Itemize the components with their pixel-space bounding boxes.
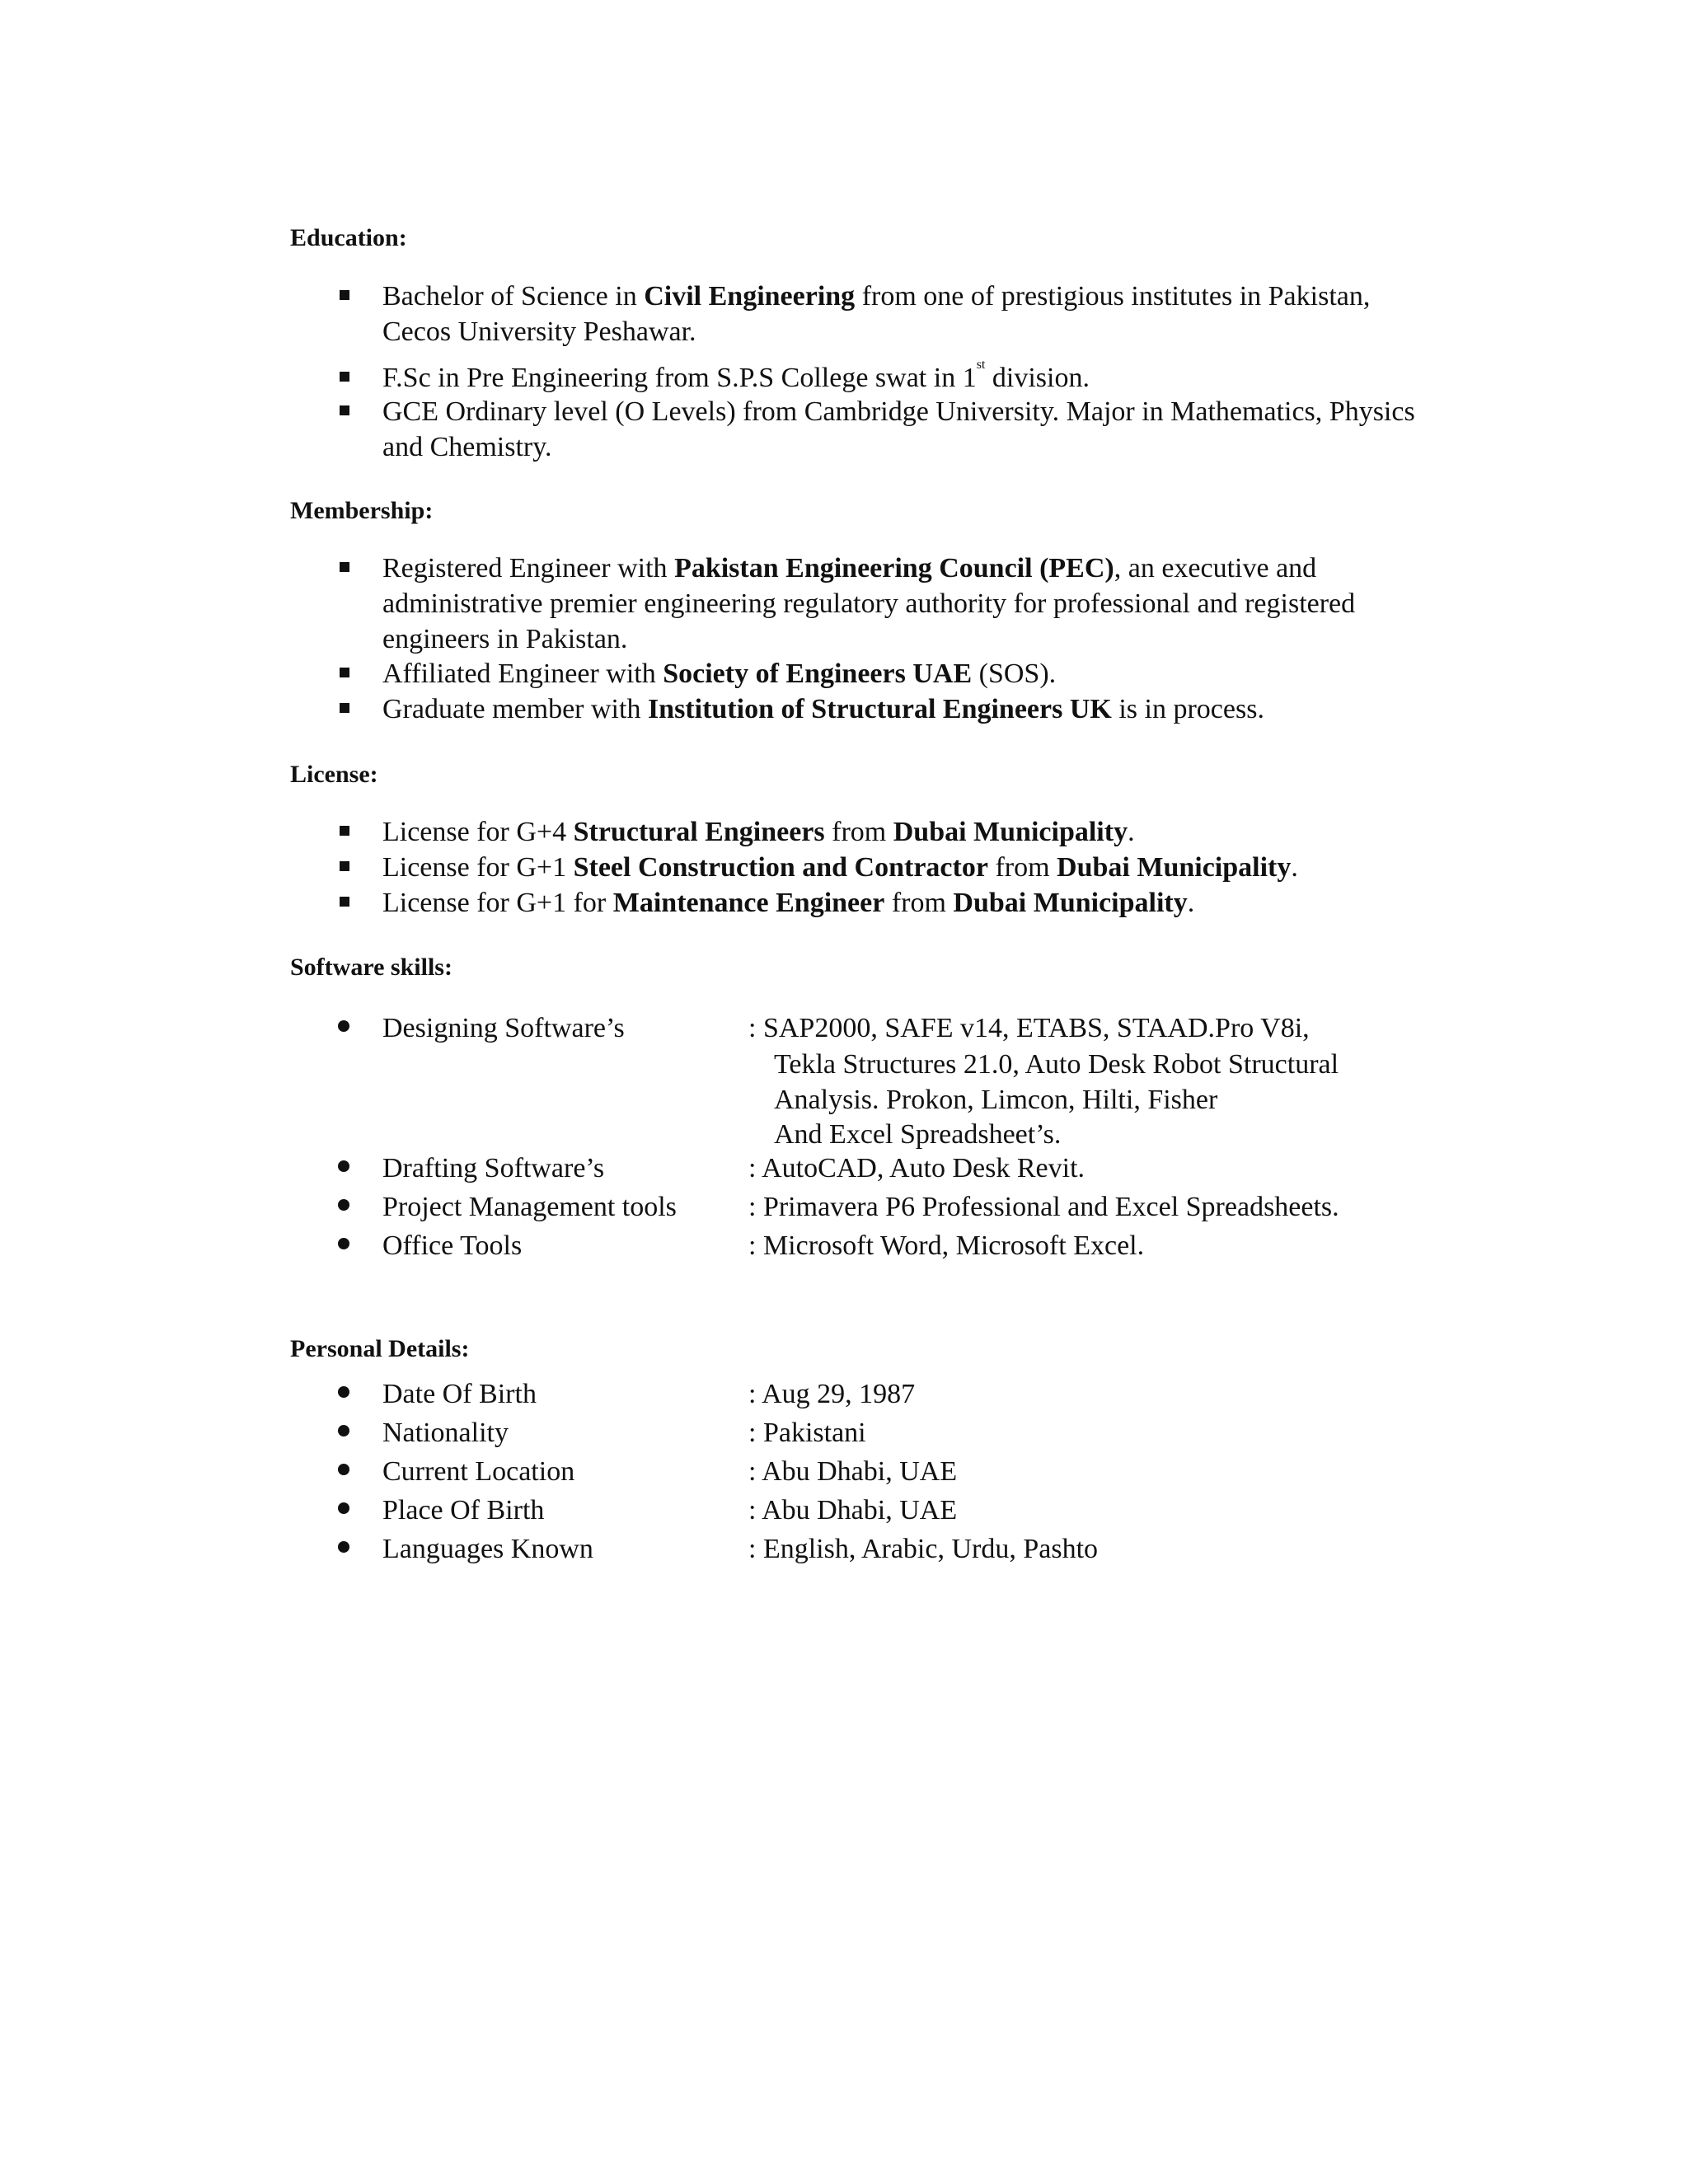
round-bullet-icon	[338, 1199, 349, 1211]
square-bullet-icon	[340, 703, 349, 713]
personal-item-languages	[330, 1531, 1418, 1568]
personal-heading: Personal Details:	[290, 1335, 470, 1362]
emphasis: Institution of Structural Engineers UK	[647, 694, 1112, 724]
emphasis: Maintenance Engineer	[612, 888, 885, 918]
list-item-text: Affiliated Engineer with Society of Engineers UAE (SOS).	[382, 658, 1057, 689]
list-item-text: Bachelor of Science in Civil Engineering from one of prestigious institutes in Pakistan, Cecos University Peshawar.	[382, 281, 1371, 347]
item-label: Place Of Birth	[382, 1495, 545, 1526]
round-bullet-icon	[338, 1541, 349, 1553]
item-label: Drafting Software’s	[382, 1153, 605, 1183]
personal-item-dob	[330, 1376, 1418, 1413]
education-heading: Education:	[290, 224, 407, 251]
list-item-text: License for G+4 Structural Engineers from Dubai Municipality.	[382, 817, 1135, 847]
emphasis: Structural Engineers	[573, 817, 825, 847]
item-value: : Primavera P6 Professional and Excel Spreadsheets.	[748, 1192, 1339, 1222]
round-bullet-icon	[338, 1425, 349, 1436]
item-label: Current Location	[382, 1456, 575, 1487]
item-label: Project Management tools	[382, 1192, 677, 1222]
round-bullet-icon	[338, 1502, 349, 1514]
personal-item-nationality	[330, 1415, 1418, 1451]
software-heading: Software skills:	[290, 954, 452, 981]
personal-item-place-of-birth	[330, 1493, 1418, 1529]
round-bullet-icon	[338, 1160, 349, 1172]
item-value-continuation: Analysis. Prokon, Limcon, Hilti, Fisher	[774, 1085, 1218, 1115]
round-bullet-icon	[338, 1020, 349, 1032]
software-item-office	[330, 1228, 1418, 1264]
round-bullet-icon	[338, 1464, 349, 1475]
item-value: : English, Arabic, Urdu, Pashto	[748, 1534, 1099, 1564]
item-label: Designing Software’s	[382, 1013, 625, 1043]
item-value: : Pakistani	[748, 1418, 866, 1448]
emphasis: Steel Construction and Contractor	[573, 852, 988, 883]
item-label: Office Tools	[382, 1230, 523, 1261]
item-value: : Abu Dhabi, UAE	[748, 1495, 958, 1526]
software-item-project-management	[330, 1189, 1418, 1226]
software-item-drafting	[330, 1151, 1418, 1187]
emphasis: Society of Engineers UAE	[663, 658, 973, 689]
item-value: : SAP2000, SAFE v14, ETABS, STAAD.Pro V8i,	[748, 1013, 1310, 1043]
list-item-text: GCE Ordinary level (O Levels) from Cambridge University. Major in Mathematics, Physics and Chemistry.	[382, 396, 1415, 462]
emphasis: Civil Engineering	[644, 281, 856, 312]
list-item-text: License for G+1 for Maintenance Engineer from Dubai Municipality.	[382, 888, 1195, 918]
round-bullet-icon	[338, 1238, 349, 1249]
software-item-designing	[330, 1010, 1418, 1047]
license-heading: License:	[290, 761, 378, 788]
square-bullet-icon	[340, 290, 349, 300]
item-value: : Aug 29, 1987	[748, 1379, 916, 1409]
membership-heading: Membership:	[290, 497, 434, 524]
list-item-text: Registered Engineer with Pakistan Engineering Council (PEC), an executive and administrative premier engineering regulatory authority for professional and registered engineers in Pakistan.	[382, 553, 1356, 654]
list-item-text: F.Sc in Pre Engineering from S.P.S College swat in 1st division.	[382, 358, 1090, 393]
square-bullet-icon	[340, 372, 349, 382]
ordinal-suffix: st	[976, 358, 986, 372]
emphasis: Pakistan Engineering Council (PEC)	[674, 553, 1114, 583]
item-value: : Microsoft Word, Microsoft Excel.	[748, 1230, 1145, 1261]
personal-item-current-location	[330, 1454, 1418, 1490]
item-label: Nationality	[382, 1418, 509, 1448]
square-bullet-icon	[340, 861, 349, 871]
item-value: : Abu Dhabi, UAE	[748, 1456, 958, 1487]
emphasis: Dubai Municipality	[953, 888, 1188, 918]
item-value-continuation: And Excel Spreadsheet’s.	[774, 1119, 1062, 1150]
item-label: Date Of Birth	[382, 1379, 537, 1409]
square-bullet-icon	[340, 405, 349, 415]
square-bullet-icon	[340, 826, 349, 836]
item-value-continuation: Tekla Structures 21.0, Auto Desk Robot Structural	[774, 1049, 1339, 1080]
square-bullet-icon	[340, 668, 349, 677]
round-bullet-icon	[338, 1386, 349, 1398]
emphasis: Dubai Municipality	[893, 817, 1128, 847]
item-label: Languages Known	[382, 1534, 593, 1564]
list-item-text: Graduate member with Institution of Structural Engineers UK is in process.	[382, 694, 1264, 724]
item-value: : AutoCAD, Auto Desk Revit.	[748, 1153, 1085, 1183]
square-bullet-icon	[340, 562, 349, 572]
square-bullet-icon	[340, 897, 349, 907]
list-item-text: License for G+1 Steel Construction and Contractor from Dubai Municipality.	[382, 852, 1298, 883]
emphasis: Dubai Municipality	[1057, 852, 1292, 883]
